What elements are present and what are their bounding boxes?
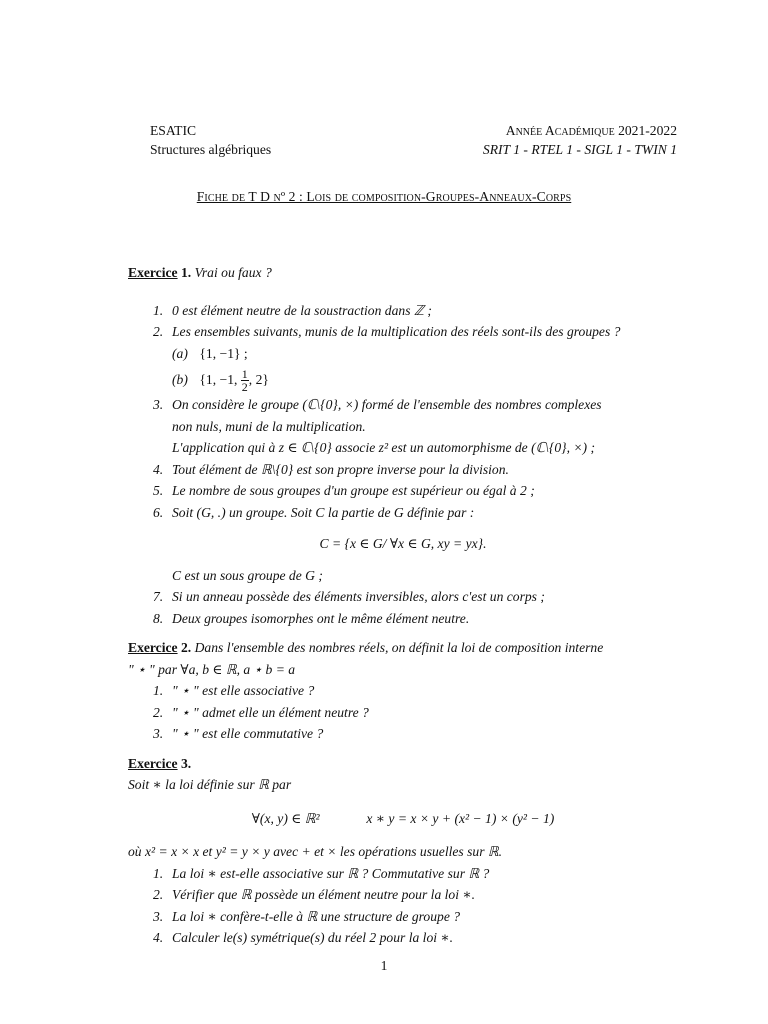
list-item: 4. Calculer le(s) symétrique(s) du réel 2 pour la loi ∗. xyxy=(153,930,454,945)
list-item: 5. Le nombre de sous groupes d'un groupe est supérieur ou égal à 2 ; xyxy=(153,483,535,498)
exercise-label: Exercice xyxy=(128,265,178,280)
exercise-number: 3. xyxy=(180,755,192,771)
list-item: 8. Deux groupes isomorphes ont le même élément neutre. xyxy=(153,610,470,626)
definition-note: où x² = x × x et y² = y × y avec + et × les opérations usuelles sur ℝ. xyxy=(128,844,503,859)
list-item: 1. " ⋆ " est elle associative ? xyxy=(153,683,315,698)
document-title-text: Fiche de T D nº 2 : Lois de composition-Groupes-Anneaux-Corps xyxy=(196,189,572,204)
display-equation: ∀(x, y) ∈ ℝ² x ∗ y = x × y + (x² − 1) × (y² − 1) xyxy=(251,810,555,826)
item-continuation: C est un sous groupe de G ; xyxy=(172,567,323,583)
exercise-3 xyxy=(128,753,678,949)
exercise-3-items xyxy=(128,863,678,949)
display-equation: C = {x ∈ G/ ∀x ∈ G, xy = yx}. xyxy=(319,536,487,551)
exercise-intro-line-2: " ⋆ " par ∀a, b ∈ ℝ, a ⋆ b = a xyxy=(128,661,296,677)
list-item: 1. La loi ∗ est-elle associative sur ℝ ? Commutative sur ℝ ? xyxy=(153,865,490,881)
list-item: 3. La loi ∗ confère-t-elle à ℝ une structure de groupe ? xyxy=(153,908,461,924)
list-item: 7. Si un anneau possède des éléments inversibles, alors c'est un corps ; xyxy=(153,589,545,604)
exercise-1-heading xyxy=(128,262,678,284)
list-item: 3. " ⋆ " est elle commutative ? xyxy=(153,726,324,741)
exercise-2-items xyxy=(128,680,678,745)
list-item: 3. On considère le groupe (ℂ\{0}, ×) formé de l'ensemble des nombres complexes non nuls, muni de la multiplication. L'application qui à z ∈ ℂ\{0} associe z² est un automorphisme de (ℂ\{0}, ×) ; xyxy=(153,397,602,455)
header-row-1 xyxy=(150,121,677,140)
exercise-number: 2. xyxy=(180,640,192,655)
exercise-intro: Dans l'ensemble des nombres réels, on définit la loi de composition interne xyxy=(194,640,604,655)
exercise-1 xyxy=(128,262,678,629)
list-item: 2. Les ensembles suivants, munis de la multiplication des réels sont-ils des groupes ? xyxy=(153,324,621,339)
exercise-1-items xyxy=(128,300,678,343)
course-name: Structures algébriques xyxy=(150,142,272,157)
list-item: 6. Soit (G, .) un groupe. Soit C la partie de G définie par : xyxy=(153,504,475,520)
page-header xyxy=(150,121,677,159)
list-item: 4. Tout élément de ℝ\{0} est son propre inverse pour la division. xyxy=(153,461,509,477)
list-item: 1. 0 est élément neutre de la soustraction dans ℤ ; xyxy=(153,302,432,318)
list-item: 2. Vérifier que ℝ possède un élément neutre pour la loi ∗. xyxy=(153,887,476,902)
institution-name: ESATIC xyxy=(150,123,197,138)
academic-year: Année Académique 2021-2022 xyxy=(505,123,677,138)
document-body xyxy=(128,262,678,949)
exercise-number: 1. xyxy=(180,265,192,280)
sub-item-a: (a) {1, −1} ; xyxy=(172,345,248,361)
exercise-label: Exercice xyxy=(128,755,178,771)
sub-item-b: (b) {1, −1, $\frac{1}{2}$ , 2} xyxy=(172,367,269,395)
document-title xyxy=(0,189,768,205)
exercise-3-heading xyxy=(128,753,678,775)
header-row-2 xyxy=(150,140,677,159)
exercise-label: Exercice xyxy=(128,640,178,655)
class-list: SRIT 1 - RTEL 1 - SIGL 1 - TWIN 1 xyxy=(482,142,677,157)
page-number: 1 xyxy=(380,958,388,973)
exercise-intro: Soit ∗ la loi définie sur ℝ par xyxy=(128,777,292,792)
exercise-intro: Vrai ou faux ? xyxy=(194,265,272,280)
list-item: 2. " ⋆ " admet elle un élément neutre ? xyxy=(153,704,369,720)
fraction: $\frac{1}{2}$ xyxy=(241,367,248,395)
exercise-2 xyxy=(128,637,678,745)
exercise-2-heading xyxy=(128,637,678,659)
